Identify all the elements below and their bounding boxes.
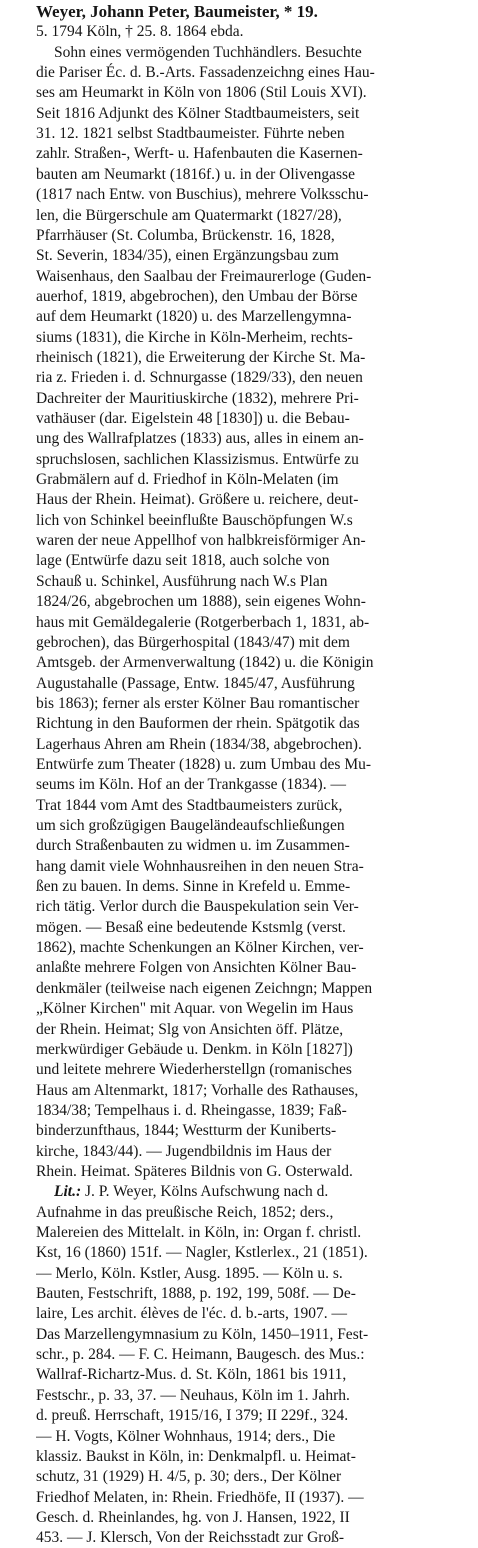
body-text-line: waren der neue Appellhof von halbkreisförmiger An- [36,532,366,550]
body-text-line: Sohn eines vermögenden Tuchhändlers. Besuchte [54,43,362,61]
body-text-line: spruchslosen, sachlichen Klassizismus. Entwürfe zu [36,450,359,468]
body-text-line: 1824/26, abgebrochen um 1888), sein eigenes Wohn- [36,593,366,611]
body-text-line: Haus am Altenmarkt, 1817; Vorhalle des Rathauses, [36,1081,359,1099]
literature-line: — H. Vogts, Kölner Wohnhaus, 1914; ders., Die [36,1427,336,1445]
body-text-line: Dachreiter der Mauritiuskirche (1832), mehrere Pri- [36,389,359,407]
body-text-line: vathäuser (dar. Eigelstein 48 [1830]) u. die Bebau- [36,410,350,427]
body-text-line: ßen zu bauen. In dems. Sinne in Krefeld u. Emme- [36,878,351,896]
literature-line: Festschr., p. 33, 37. — Neuhaus, Köln im 1. Jahrh. [36,1386,350,1404]
body-text-line: Augustahalle (Passage, Entw. 1845/47, Ausführung [36,674,355,692]
literature-line: Bauten, Festschrift, 1888, p. 192, 199, 508f. — De- [36,1285,356,1303]
body-text-line: denkmäler (teilweise nach eigenen Zeichngn; Mappen [36,979,373,997]
body-text-line: durch Straßenbauten zu widmen u. im Zusammen- [36,837,350,855]
body-text-line: kirche, 1843/44). — Jugendbildnis im Haus der [36,1142,332,1160]
literature-line: Friedhof Melaten, in: Rhein. Friedhöfe, II (1937). — [36,1488,364,1506]
body-text-line: auerhof, 1819, abgebrochen), den Umbau der Börse [36,287,358,305]
literature-line: laire, Les archit. élèves de l'éc. d. b.-arts, 1907. — [36,1305,347,1323]
body-text-line: Rhein. Heimat. Späteres Bildnis von G. Osterwald. [36,1162,353,1180]
body-text-line: mögen. — Besaß eine bedeutende Kstsmlg (verst. [36,918,346,936]
body-text-line: auf dem Heumarkt (1820) u. des Marzellengymna- [36,308,352,326]
literature-line: schutz, 31 (1929) H. 4/5, p. 30; ders., Der Kölner [36,1468,342,1486]
literature-line: Kst, 16 (1860) 151f. — Nagler, Kstlerlex., 21 (1851). [36,1244,368,1262]
literature-line: 453. — J. Klersch, Von der Reichsstadt zur Groß- [36,1529,345,1547]
literature-line [54,1182,468,1202]
body-text-line: St. Severin, 1834/35), einen Ergänzungsbau zum [36,247,339,265]
body-text-line: ung des Wallrafplatzes (1833) aus, alles in einem an- [36,430,364,448]
body-text-line: um sich großzügigen Baugeländeaufschließungen [36,817,345,834]
body-text-line: Haus der Rhein. Heimat). Größere u. reichere, deut- [36,491,359,509]
body-text-line: Richtung in den Bauformen der rhein. Spätgotik das [36,715,360,733]
body-text-line: Schauß u. Schinkel, Ausführung nach W.s Plan [36,572,328,590]
body-text-line: lage (Entwürfe dazu seit 1818, auch solche von [36,552,330,570]
body-text-line: und leitete mehrere Wiederherstellgn (romanisches [36,1061,352,1079]
literature-line: Das Marzellengymnasium zu Köln, 1450–1911, Fest- [36,1325,369,1343]
body-text-line: hang damit viele Wohnhausreihen in den neuen Stra- [36,857,364,875]
body-text-line: (1817 nach Entw. von Buschius), mehrere Volksschu- [36,186,369,204]
body-text-line: zahlr. Straßen-, Werft- u. Hafenbauten die Kasernen- [36,145,363,163]
body-text-line: Grabmälern auf d. Friedhof in Köln-Melaten (im [36,471,339,489]
literature-line: Gesch. d. Rheinlandes, hg. von J. Hansen, 1922, II [36,1508,350,1526]
body-text-line: Pfarrhäuser (St. Columba, Brückenstr. 16, 1828, [36,226,335,244]
body-text-line: gebrochen), das Bürgerhospital (1843/47) mit dem [36,633,350,651]
body-text-line: der Rhein. Heimat; Slg von Ansichten öff. Plätze, [36,1020,344,1038]
body-text-line: lich von Schinkel beeinflußte Bauschöpfungen W.s [36,511,353,529]
literature-label: Lit.: [54,1183,82,1201]
body-text-line: „Kölner Kirchen" mit Aquar. von Wegelin im Haus [36,1000,354,1018]
literature-line: schr., p. 284. — F. C. Heimann, Baugesch. des Mus.: [36,1346,365,1364]
literature-line: Wallraf-Richartz-Mus. d. St. Köln, 1861 bis 1911, [36,1366,347,1384]
body-text-line: haus mit Gemäldegalerie (Rotgerberbach 1, 1831, ab- [36,613,370,631]
body-text-line: Lagerhaus Ahren am Rhein (1834/38, abgebrochen). [36,735,362,753]
body-text-line: len, die Bürgerschule am Quatermarkt (1827/28), [36,206,342,224]
body-text-line: Waisenhaus, den Saalbau der Freimaurerloge (Guden- [36,267,372,285]
body-text-line: siums (1831), die Kirche in Köln-Merheim, rechts- [36,328,353,346]
body-text-line: binderzunfthaus, 1844; Westturm der Kuniberts- [36,1122,337,1140]
body-text-line: Amtsgeb. der Armenverwaltung (1842) u. die Königin [36,654,374,672]
body-text-line: Trat 1844 vom Amt des Stadtbaumeisters zurück, [36,796,343,814]
body-text-line: 31. 12. 1821 selbst Stadtbaumeister. Führte neben [36,125,345,143]
literature-line: Malereien des Mittelalt. in Köln, in: Organ f. christl. [36,1224,362,1241]
literature-line: d. preuß. Herrschaft, 1915/16, I 379; II 229f., 324. [36,1407,349,1425]
body-text-line: merkwürdiger Gebäude u. Denkm. in Köln [1827]) [36,1040,353,1058]
body-text-line: ses am Heumarkt in Köln von 1806 (Stil Louis XVI). [36,84,367,102]
body-text-line: bis 1863); ferner als erster Kölner Bau romantischer [36,694,360,712]
body-text-line: 1834/38; Tempelhaus i. d. Rheingasse, 1839; Faß- [36,1101,347,1119]
body-text-line: 1862), machte Schenkungen an Kölner Kirchen, ver- [36,939,364,957]
body-text-line: Seit 1816 Adjunkt des Kölner Stadtbaumeisters, seit [36,104,360,122]
literature-line: Aufnahme in das preußische Reich, 1852; ders., [36,1203,334,1221]
literature-text: J. P. Weyer, Kölns Aufschwung nach d. [81,1183,329,1201]
literature-line: — Merlo, Köln. Kstler, Ausg. 1895. — Köln u. s. [36,1264,343,1282]
literature-line: klassiz. Baukst in Köln, in: Denkmalpfl. u. Heimat- [36,1447,356,1465]
headword: Weyer, Johann Peter, Baumeister, * 19. [36,2,318,21]
body-text-line: rich tätig. Verlor durch die Bauspekulation sein Ver- [36,898,359,916]
entry-header-line [36,2,468,22]
body-text-line: Entwürfe zum Theater (1828) u. zum Umbau des Mu- [36,755,372,773]
entry-header-line: 5. 1794 Köln, † 25. 8. 1864 ebda. [36,23,244,41]
body-text-line: bauten am Neumarkt (1816f.) u. in der Olivengasse [36,165,355,183]
body-text-line: die Pariser Éc. d. B.-Arts. Fassadenzeichng eines Hau- [36,64,375,82]
body-text-line: anlaßte mehrere Folgen von Ansichten Kölner Bau- [36,959,357,977]
body-text-line: ria z. Frieden i. d. Schnurgasse (1829/33), den neuen [36,369,363,387]
body-text-line: seums im Köln. Hof an der Trankgasse (1834). — [36,776,346,794]
body-text-line: rheinisch (1821), die Erweiterung der Kirche St. Ma- [36,348,366,366]
